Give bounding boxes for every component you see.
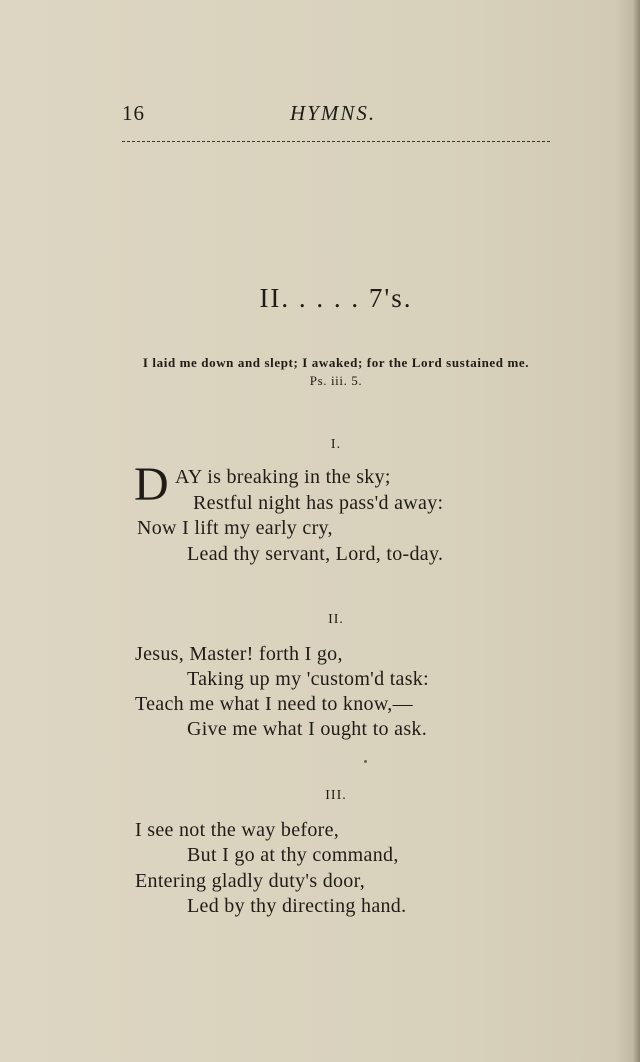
verse-line: Teach me what I need to know,— <box>135 693 413 715</box>
verse-line: But I go at thy command, <box>187 844 399 866</box>
verse-line: Entering gladly duty's door, <box>135 870 366 892</box>
epigraph: I laid me down and slept; I awaked; for the Lord sustained me. <box>142 355 530 370</box>
verse-line: Now I lift my early cry, <box>137 517 333 539</box>
verse-line: Restful night has pass'd away: <box>193 492 444 514</box>
verse-line: Jesus, Master! forth I go, <box>135 643 343 665</box>
stanza-number: III. <box>325 788 347 803</box>
verse-line: Taking up my 'custom'd task: <box>187 668 429 690</box>
drop-cap: D <box>134 458 169 511</box>
hymn-title: II. . . . . 7's. <box>259 283 413 313</box>
page-edge <box>632 0 640 1062</box>
stanza-number: I. <box>330 437 342 452</box>
page-number: 16 <box>122 101 145 125</box>
verse-line: AY is breaking in the sky; <box>175 466 391 488</box>
paper-speck <box>364 760 367 763</box>
scripture-citation: Ps. iii. 5. <box>309 373 363 388</box>
header-rule <box>122 141 550 142</box>
verse-line: I see not the way before, <box>135 819 340 841</box>
stanza-number: II. <box>328 612 344 627</box>
verse-line: Led by thy directing hand. <box>187 895 407 917</box>
verse-line: Give me what I ought to ask. <box>187 718 428 740</box>
verse-line: Lead thy servant, Lord, to-day. <box>187 543 444 565</box>
running-title: HYMNS. <box>290 101 377 125</box>
